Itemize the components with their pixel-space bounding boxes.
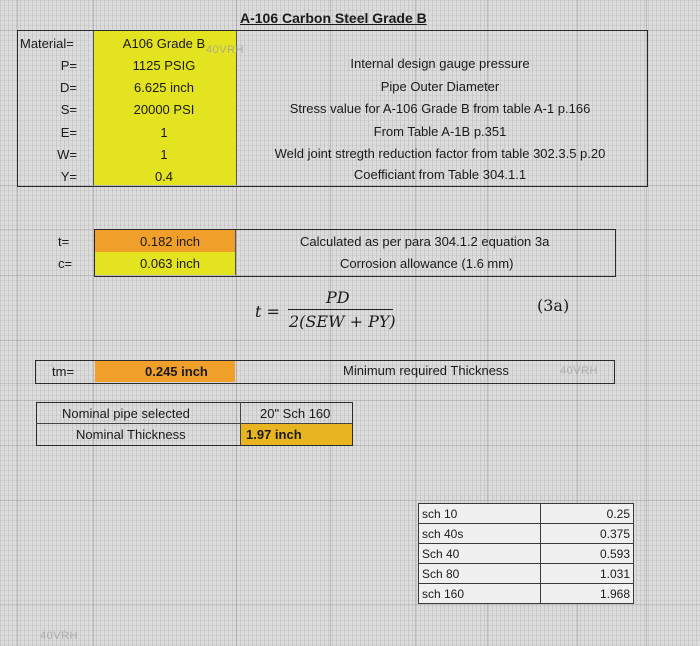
param-label: P=: [60, 58, 77, 73]
param-value: A106 Grade B: [122, 36, 206, 51]
t-label: t=: [58, 234, 70, 249]
param-desc: Pipe Outer Diameter: [380, 79, 500, 94]
schedule-row: [419, 504, 634, 524]
formula-numerator: PD: [326, 288, 350, 307]
schedule-thickness: 0.593: [541, 544, 634, 564]
formula-fraction-bar: [288, 309, 393, 310]
param-label: S=: [60, 102, 77, 117]
watermark-2: 40VRH: [560, 365, 598, 377]
schedule-row: [419, 564, 634, 584]
param-value: 0.4: [154, 169, 174, 184]
sheet-title: A-106 Carbon Steel Grade B: [240, 10, 427, 26]
schedule-name: sch 160: [419, 584, 541, 604]
param-desc: Weld joint stregth reduction factor from table 302.3.5 p.20: [274, 146, 606, 161]
param-value: 1: [160, 125, 168, 140]
schedule-thickness: 0.25: [541, 504, 634, 524]
formula-tag: (3a): [537, 296, 570, 315]
schedule-name: sch 10: [419, 504, 541, 524]
schedule-row: [419, 584, 634, 604]
param-desc: Stress value for A-106 Grade B from table A-1 p.166: [289, 101, 591, 116]
tm-label: tm=: [52, 364, 75, 379]
schedule-table: [418, 503, 634, 604]
nominal-selected-label: Nominal pipe selected: [62, 406, 190, 421]
formula-lhs: t =: [255, 302, 280, 321]
watermark-3: 40VRH: [40, 630, 78, 642]
t-desc: Calculated as per para 304.1.2 equation 3a: [300, 234, 550, 249]
schedule-row: [419, 524, 634, 544]
tm-value: 0.245 inch: [145, 364, 208, 379]
param-desc: From Table A-1B p.351: [373, 124, 507, 139]
formula-denominator: 2(SEW + PY): [289, 312, 396, 331]
schedule-name: sch 40s: [419, 524, 541, 544]
schedule-row: [419, 544, 634, 564]
c-value: 0.063 inch: [140, 256, 200, 271]
nominal-thickness-value: 1.97 inch: [246, 427, 302, 442]
c-desc: Corrosion allowance (1.6 mm): [340, 256, 514, 271]
param-value: 1125 PSIG: [132, 58, 196, 73]
param-label: Y=: [60, 169, 77, 184]
t-value: 0.182 inch: [140, 234, 200, 249]
param-value: 1: [160, 147, 168, 162]
param-label: Material=: [20, 36, 74, 51]
watermark: 40VRH: [206, 44, 244, 56]
param-value: 20000 PSI: [133, 102, 195, 117]
nominal-thickness-label: Nominal Thickness: [76, 427, 186, 442]
schedule-thickness: 1.031: [541, 564, 634, 584]
nominal-selected-value: 20" Sch 160: [260, 406, 331, 421]
param-value: 6.625 inch: [134, 80, 194, 95]
param-label: E=: [60, 125, 77, 140]
c-label: c=: [58, 256, 73, 271]
param-label: W=: [57, 147, 77, 162]
param-label: D=: [60, 80, 77, 95]
schedule-name: Sch 80: [419, 564, 541, 584]
schedule-thickness: 0.375: [541, 524, 634, 544]
param-desc: Internal design gauge pressure: [350, 56, 530, 71]
param-desc: Coefficiant from Table 304.1.1: [353, 167, 527, 182]
schedule-thickness: 1.968: [541, 584, 634, 604]
schedule-name: Sch 40: [419, 544, 541, 564]
tm-desc: Minimum required Thickness: [343, 363, 509, 378]
